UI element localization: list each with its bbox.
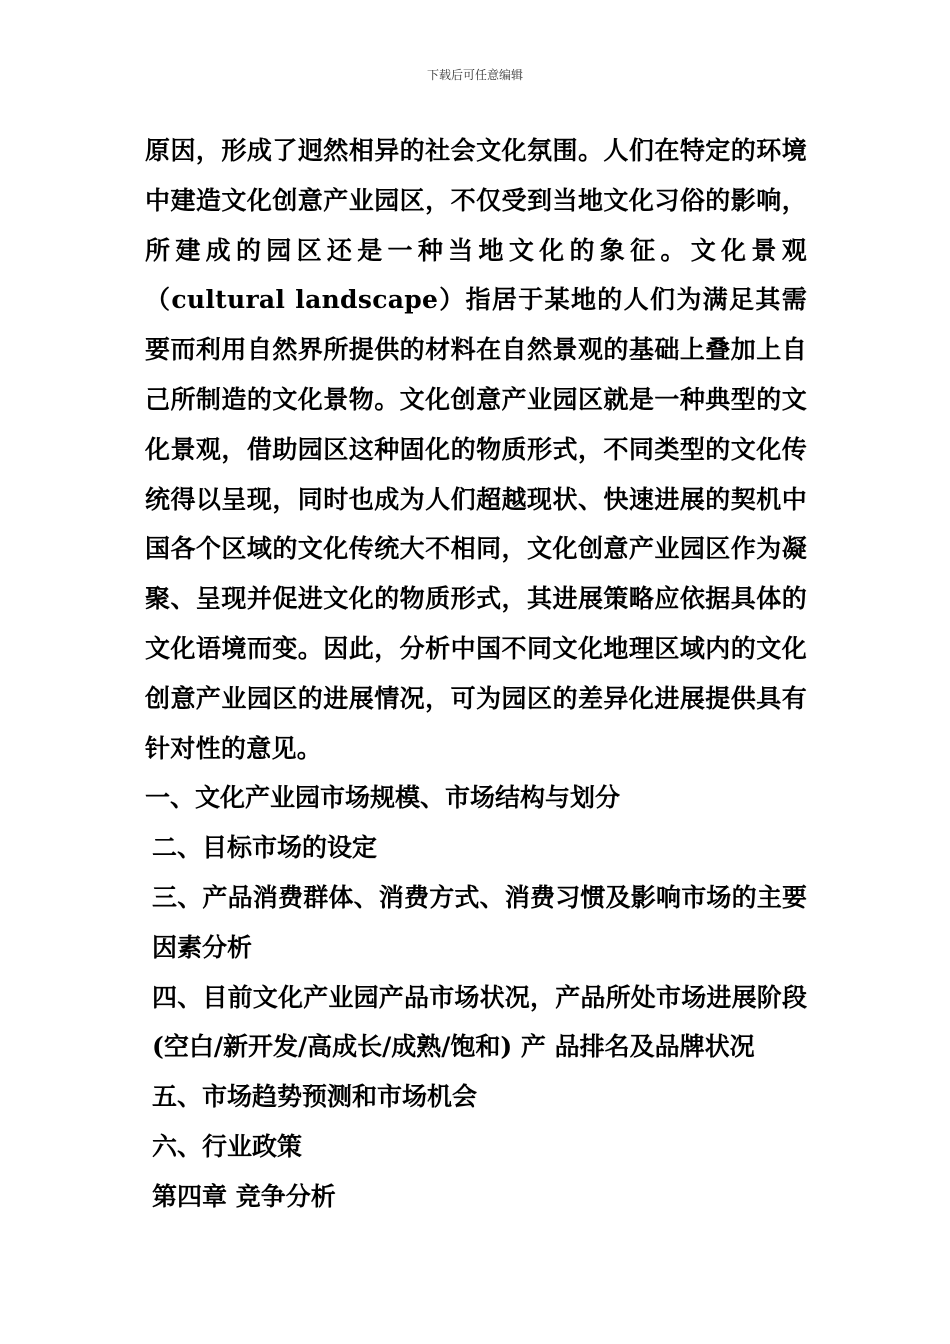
section-heading-1: 一、文化产业园市场规模、市场结构与划分 (145, 783, 621, 813)
section-heading-5: 五、市场趋势预测和市场机会 (152, 1082, 478, 1112)
section-heading-3: 三、产品消费群体、消费方式、消费习惯及影响市场的主要因素分析 (152, 882, 807, 962)
section-heading-2: 二、目标市场的设定 (152, 833, 378, 863)
page-header-note: 下载后可任意编辑 (426, 68, 523, 82)
body-paragraph: 原因，形成了迥然相异的社会文化氛围。人们在特定的环境中建造文化创意产业园区，不仅受到当地文化习俗的影响，所建成的园区还是一种当地文化的象征。文化景观（cultural landscape）指居于某地的人们为满足其需要而利用自然界所提供的材料在自然景观的基础上叠加上自己所制造的文化景物。文化创意产业园区就是一种典型的文化景观，借助园区这种固化的物质形式，不同类型的文化传统得以呈现，同时也成为人们超越现状、快速进展的契机中国各个区域的文化传统大不相同，文化创意产业园区作为凝聚、呈现并促进文化的物质形式，其进展策略应依据具体的文化语境而变。因此，分析中国不同文化地理区域内的文化创意产业园区的进展情况，可为园区的差异化进展提供具有针对性的意见。 (145, 136, 807, 763)
section-heading-4: 四、目前文化产业园产品市场状况，产品所处市场进展阶段(空白/新开发/高成长/成熟/饱和) 产 品排名及品牌状况 (152, 982, 807, 1062)
chapter-heading: 第四章 竞争分析 (152, 1181, 336, 1211)
section-heading-6: 六、行业政策 (152, 1131, 303, 1161)
document-body (145, 126, 807, 1222)
